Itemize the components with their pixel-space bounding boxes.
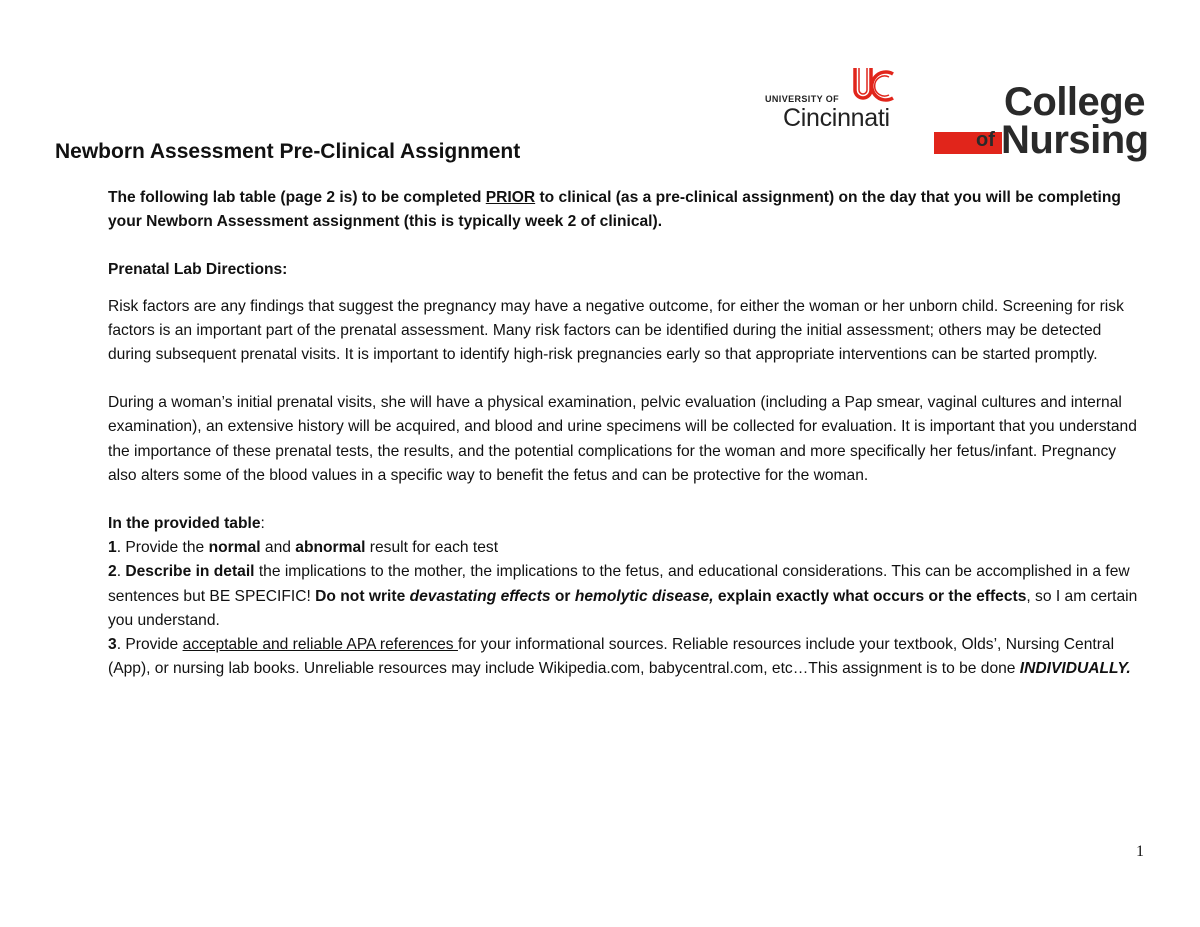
- intro-prior: PRIOR: [485, 189, 536, 206]
- uc-logo-small-text: UNIVERSITY OF: [765, 94, 840, 104]
- item-1-text-a: . Provide the: [116, 539, 209, 557]
- item-1-text-b: and: [260, 539, 296, 557]
- directions-heading: Prenatal Lab Directions:: [108, 261, 288, 279]
- item-3-text-b: for your informational sources. Reliable resources include your textbook, Olds’, Nursing Central (App), or nursing lab books. Unreliable resources may include Wikipedia.com, babycentral.com, etc…This assignment is to be done: [108, 636, 1115, 678]
- uc-monogram-icon: [849, 66, 897, 106]
- con-logo-nursing: Nursing: [1001, 118, 1149, 162]
- item-2-or: or: [550, 587, 575, 605]
- instruction-item-2: [108, 560, 1138, 633]
- intro-text-a: The following lab table (page 2 is) to be completed: [108, 189, 486, 206]
- instruction-item-1: [108, 536, 1138, 560]
- item-3-text-a: . Provide: [116, 636, 183, 654]
- item-2-describe: Describe in detail: [125, 563, 255, 581]
- item-3-individually: INDIVIDUALLY.: [1019, 660, 1131, 678]
- item-1-normal: normal: [208, 539, 261, 557]
- prenatal-visits-paragraph: During a woman’s initial prenatal visits, she will have a physical examination, pelvic evaluation (including a Pap smear, vaginal cultures and internal examination), an extensive history will be acquired, and blood and urine specimens will be collected for evaluation. It is important that you understand the importance of these prenatal tests, the results, and the potential complications for the woman and more specifically her fetus/infant. Pregnancy also alters some of the blood values in a specific way to benefit the fetus and can be protective for the woman.: [108, 394, 1137, 484]
- risk-factors-paragraph: Risk factors are any findings that suggest the pregnancy may have a negative outcome, for either the woman or her unborn child. Screening for risk factors is an important part of the prenatal assessment. Many risk factors can be identified during the initial assessment; others may be detected during subsequent prenatal visits. It is important to identify high-risk pregnancies early so that appropriate interventions can be started promptly.: [108, 297, 1124, 364]
- item-2-number: 2: [108, 563, 117, 581]
- intro-paragraph: [108, 186, 1138, 234]
- college-of-nursing-logo: [934, 82, 1149, 162]
- university-of-cincinnati-logo: [763, 66, 913, 132]
- item-1-number: 1: [108, 539, 117, 557]
- con-logo-college: College: [1004, 80, 1145, 124]
- item-3-number: 3: [108, 636, 117, 654]
- document-body: [108, 186, 1138, 681]
- item-1-abnormal: abnormal: [295, 539, 366, 557]
- item-2-devastating: devastating effects: [409, 587, 551, 605]
- page-number: 1: [1136, 843, 1144, 860]
- item-2-text-c: , so I am certain you understand.: [108, 587, 1138, 629]
- table-heading-text: In the provided table: [108, 515, 261, 533]
- item-3-apa-references: acceptable and reliable APA references: [182, 636, 458, 654]
- instruction-item-3: [108, 633, 1138, 681]
- item-2-text-b: the implications to the mother, the implications to the fetus, and educational considerations. This can be accomplished in a few sentences but BE SPECIFIC!: [108, 563, 1130, 605]
- intro-text-b: to clinical (as a pre-clinical assignment) on the day that you will be completing your Newborn Assessment assignment (this is typically week 2 of clinical).: [108, 189, 1121, 231]
- item-1-text-c: result for each test: [365, 539, 499, 557]
- table-instructions-heading: [108, 512, 1138, 536]
- con-logo-of: of: [976, 129, 995, 151]
- page-title: Newborn Assessment Pre-Clinical Assignment: [55, 140, 521, 163]
- item-2-text-a: .: [116, 563, 126, 581]
- table-heading-colon: :: [260, 515, 265, 533]
- item-2-do-not-write: Do not write: [315, 587, 410, 605]
- uc-logo-name: Cincinnati: [783, 104, 890, 132]
- item-2-hemolytic: hemolytic disease,: [574, 587, 714, 605]
- item-2-explain: explain exactly what occurs or the effects: [713, 587, 1027, 605]
